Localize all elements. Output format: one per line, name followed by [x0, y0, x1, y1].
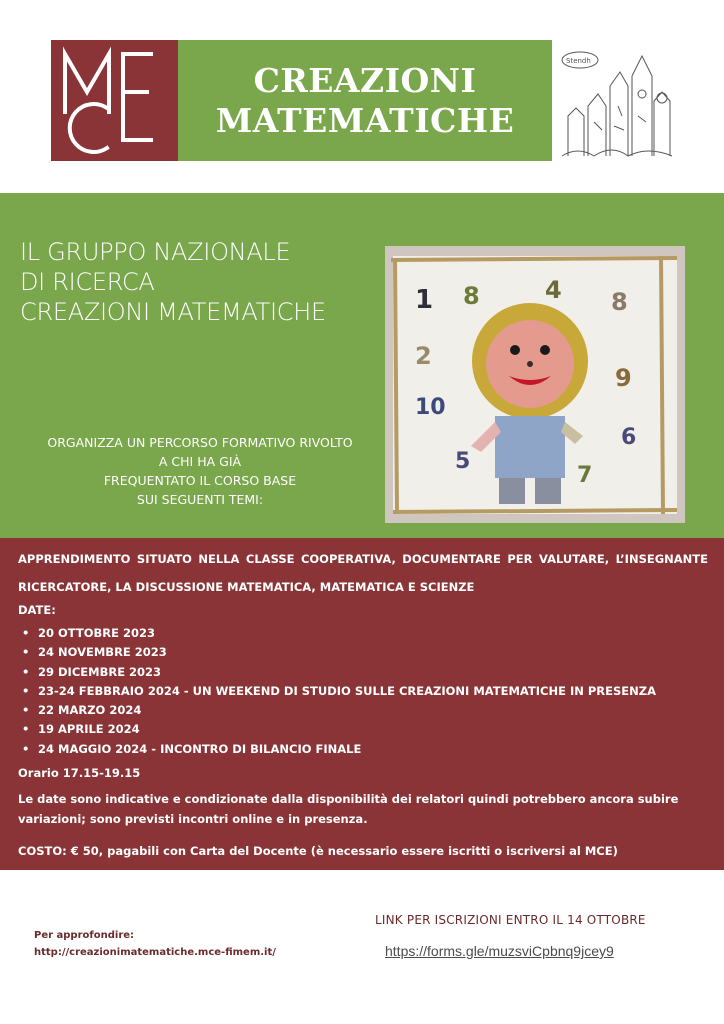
town-sketch-illustration	[558, 46, 676, 162]
intro-line: SUI SEGUENTI TEMI:	[136, 492, 264, 507]
date-item: • 29 DICEMBRE 2023	[22, 663, 656, 682]
collage-digit: 10	[415, 395, 446, 420]
cost-info: COSTO: € 50, pagabili con Carta del Docente (è necessario essere iscritti o iscriversi al MCE)	[18, 844, 618, 858]
collage-digit: 8	[611, 288, 628, 316]
hero-intro	[25, 433, 375, 509]
topics-text	[18, 545, 708, 601]
intro-line: FREQUENTATO IL CORSO BASE	[103, 473, 297, 488]
headline-line: CREAZIONI MATEMATICHE	[20, 298, 326, 326]
dates-label: DATE:	[18, 603, 56, 617]
date-item: • 20 OTTOBRE 2023	[22, 624, 656, 643]
collage-digit: 9	[615, 364, 632, 392]
dates-list	[22, 624, 656, 759]
date-item: • 24 MAGGIO 2024 - INCONTRO DI BILANCIO FINALE	[22, 740, 656, 759]
collage-digit: 2	[415, 342, 432, 370]
collage-digit: 6	[621, 425, 637, 450]
date-item: • 23-24 FEBBRAIO 2024 - UN WEEKEND DI STUDIO SULLE CREAZIONI MATEMATICHE IN PRESENZA	[22, 682, 656, 701]
dates-note: Le date sono indicative e condizionate dalla disponibilità dei relatori quindi potrebbero ancora subire variazioni; sono previsti incontri online e in presenza.	[18, 792, 679, 826]
more-info-url[interactable]: http://creazionimatematiche.mce-fimem.it/	[34, 947, 276, 958]
collage-photo	[385, 246, 685, 523]
title-line-2: MATEMATICHE	[215, 100, 515, 140]
date-item: • 24 NOVEMBRE 2023	[22, 643, 656, 662]
intro-line: ORGANIZZA UN PERCORSO FORMATIVO RIVOLTO	[47, 435, 353, 450]
mce-logo	[51, 40, 178, 161]
signup-label: LINK PER ISCRIZIONI ENTRO IL 14 OTTOBRE	[375, 913, 646, 927]
hero-headline	[20, 237, 380, 327]
headline-line: DI RICERCA	[20, 268, 155, 296]
mce-logo-mark	[51, 40, 178, 161]
headline-line: IL GRUPPO NAZIONALE	[20, 238, 291, 266]
collage-digit: 4	[545, 276, 562, 304]
collage-digit: 8	[463, 282, 480, 310]
header-title-block	[178, 40, 552, 161]
sketch-drawing	[558, 46, 676, 162]
more-info-block	[34, 927, 276, 961]
intro-line: A CHI HA GIÀ	[158, 454, 242, 469]
collage-digit: 1	[415, 285, 434, 315]
title-line-1: CREAZIONI	[253, 60, 477, 100]
svg-text:Stendh: Stendh	[566, 57, 591, 65]
signup-link[interactable]: https://forms.gle/muzsviCpbnq9jcey9	[385, 943, 614, 959]
date-item: • 22 MARZO 2024	[22, 701, 656, 720]
more-info-label: Per approfondire:	[34, 930, 135, 941]
collage-digit: 7	[577, 463, 593, 488]
topics-line: RICERCATORE, LA DISCUSSIONE MATEMATICA, MATEMATICA E SCIENZE	[18, 580, 475, 594]
collage-digit: 5	[455, 449, 471, 474]
topics-line: APPRENDIMENTO SITUATO NELLA CLASSE COOPERATIVA, DOCUMENTARE PER VALUTARE, L’INSEGNANTE	[18, 552, 708, 566]
schedule-hours: Orario 17.15-19.15	[18, 766, 141, 780]
date-item: • 19 APRILE 2024	[22, 720, 656, 739]
collage-artwork	[385, 246, 685, 523]
